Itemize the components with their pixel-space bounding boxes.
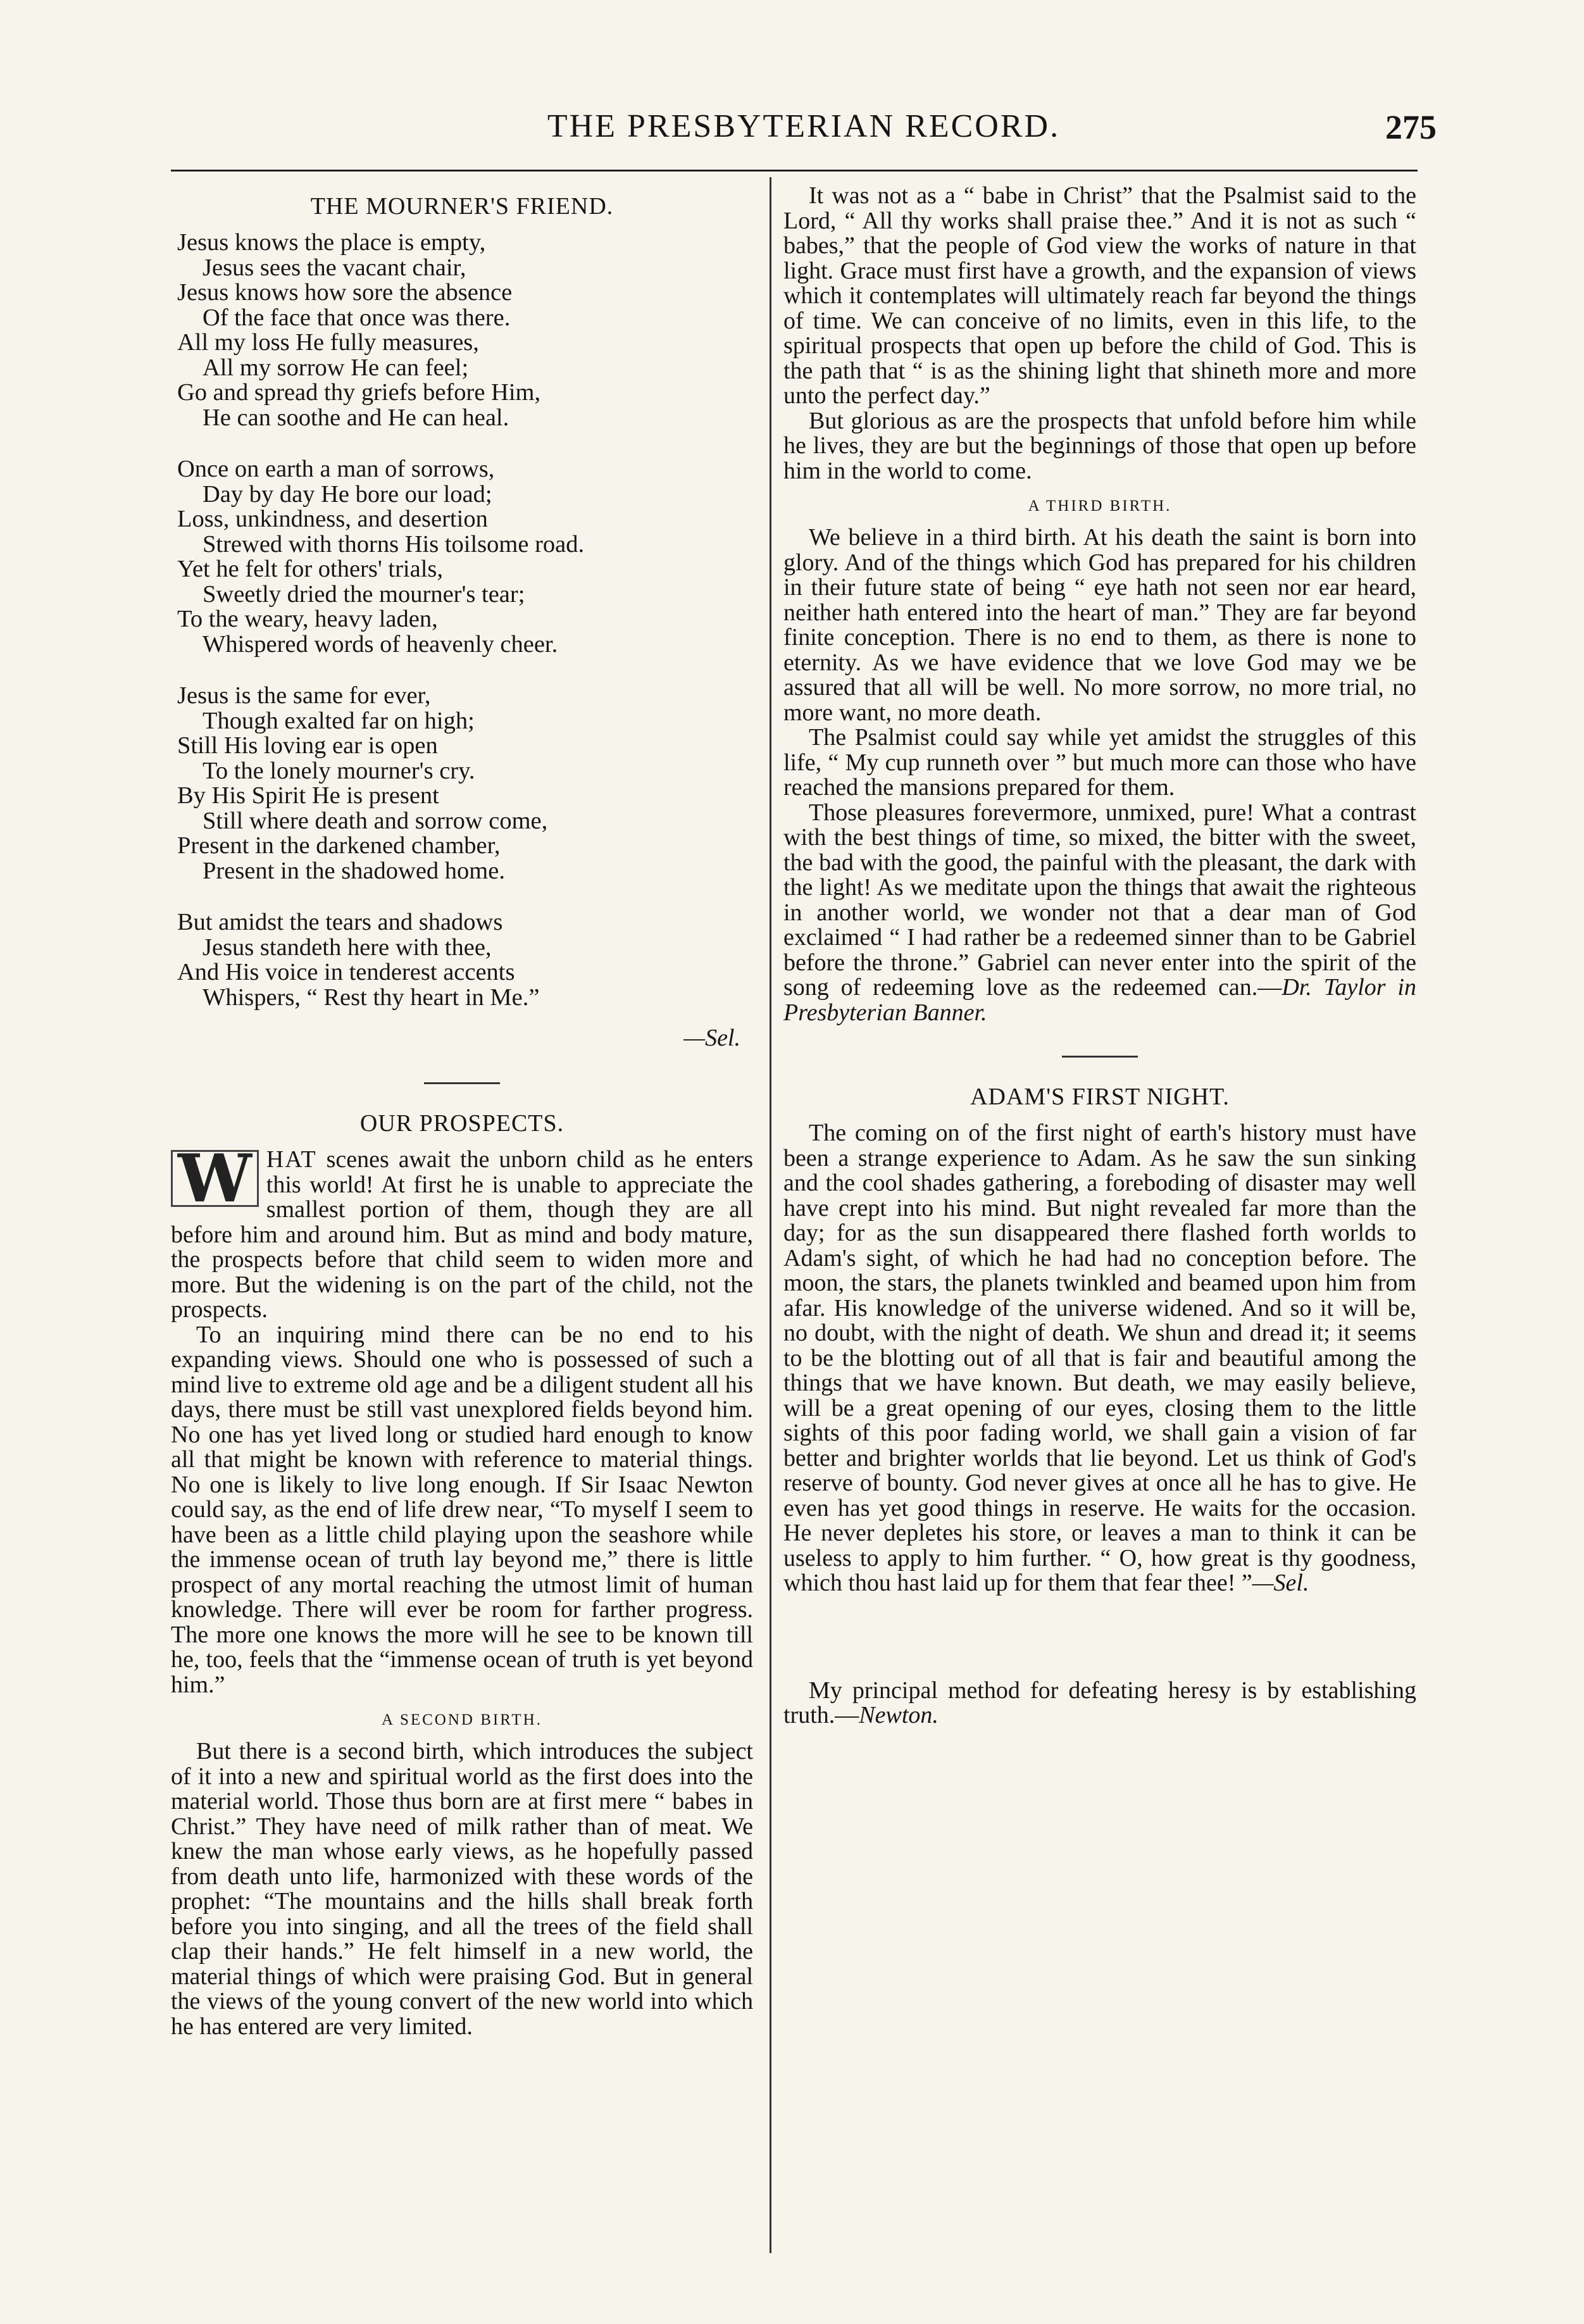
poem-line: Jesus knows the place is empty,	[177, 229, 486, 256]
closing-quote	[783, 1678, 1416, 1728]
source-credit: Newton.	[859, 1702, 939, 1728]
poem-line: Jesus standeth here with thee,	[203, 934, 492, 961]
header-rule	[171, 170, 1418, 172]
poem-title: THE MOURNER'S FRIEND.	[310, 193, 614, 220]
page-number: 275	[1385, 108, 1437, 146]
paragraph-text: scenes await the unborn child as he enters this world! At first he is unable to appreciate the smallest portion of them, though they are all before him and around him. But as mind and body mature, the prospects before that child seem to widen more and more. But the widening is on the part of the child, not the prospects.	[171, 1146, 753, 1323]
paragraph-text: My principal method for defeating heresy is by establishing truth.—	[783, 1677, 1416, 1728]
poem-line: To the lonely mourner's cry.	[203, 757, 475, 784]
source-credit: —Sel.	[1252, 1570, 1309, 1596]
stanza-4	[177, 910, 753, 1010]
article-paragraph	[171, 1139, 753, 1323]
article-paragraph: We believe in a third birth. At his death the saint is born into glory. And of the things which God has prepared for his children in their future state of being “ eye hath not seen nor ear heard, neither hath entered into the heart of man.” They are far beyond finite conception. There is no end to them, as there is none to eternity. As we have evidence that we love God may we be assured that all will be well. No more sorrow, no more trial, no more want, no more death.	[783, 524, 1416, 726]
poem-line: Jesus knows how sore the absence	[177, 279, 513, 306]
article-paragraph	[783, 1121, 1416, 1596]
stanza-2	[177, 457, 753, 657]
subheading: A SECOND BIRTH.	[382, 1711, 542, 1728]
poem-line: Once on earth a man of sorrows,	[177, 456, 495, 482]
poem	[177, 230, 753, 1010]
poem-line: Jesus sees the vacant chair,	[203, 254, 466, 281]
poem-line: He can soothe and He can heal.	[203, 404, 509, 431]
poem-line: All my sorrow He can feel;	[203, 354, 469, 381]
poem-line: Sweetly dried the mourner's tear;	[203, 580, 525, 608]
lead-word: HAT	[266, 1146, 317, 1173]
poem-line: But amidst the tears and shadows	[177, 909, 503, 935]
poem-line: Go and spread thy griefs before Him,	[177, 379, 541, 406]
poem-line: To the weary, heavy laden,	[177, 606, 438, 632]
poem-line: Whispered words of heavenly cheer.	[203, 630, 558, 658]
poem-line: Still His loving ear is open	[177, 732, 438, 759]
source-credit: Dr. Taylor in Presbyterian Banner.	[783, 974, 1416, 1026]
drop-cap: W	[171, 1150, 259, 1207]
stanza-1	[177, 230, 753, 430]
poem-line: Present in the darkened chamber,	[177, 832, 501, 859]
poem-line: All my loss He fully measures,	[177, 329, 479, 356]
paragraph-text: Those pleasures forevermore, unmixed, pure! What a contrast with the best things of time, so mixed, the bitter with the sweet, the bad with the good, the painful with the pleasant, the dark with the light! As we meditate upon the things that await the righteous in another world, we wonder not that a dear man of God exclaimed “ I had rather be a redeemed sinner than to be Gabriel before the throne.” Gabriel can never enter into the spirit of the song of redeeming love as the redeemed can.—	[783, 799, 1416, 1001]
poem-line: Still where death and sorrow come,	[203, 807, 548, 834]
poem-line: Loss, unkindness, and desertion	[177, 506, 488, 532]
poem-line: Yet he felt for others' trials,	[177, 556, 444, 582]
page-header	[171, 108, 1437, 158]
stanza-3	[177, 684, 753, 884]
article-paragraph: But glorious as are the prospects that unfold before him while he lives, they are but the beginnings of those that open up before him in the world to come.	[783, 407, 1416, 484]
section-rule	[1062, 1056, 1138, 1058]
right-column	[783, 184, 1416, 1728]
poem-line: Present in the shadowed home.	[203, 857, 505, 884]
article-title: OUR PROSPECTS.	[359, 1110, 564, 1137]
article-paragraph: It was not as a “ babe in Christ” that the Psalmist said to the Lord, “ All thy works shall praise thee.” And it is not as such “ babes,” that the people of God view the works of nature in that light. Grace must first have a growth, and the expansion of views which it contemplates will ultimately reach far beyond the things of time. We can conceive of no limits, even in this life, to the spiritual prospects that open up before the child of God. This is the path that “ is as the shining light that shineth more and more unto the perfect day.”	[783, 182, 1416, 409]
subheading: A THIRD BIRTH.	[1028, 497, 1172, 515]
poem-line: Strewed with thorns His toilsome road.	[203, 530, 585, 558]
section-rule	[424, 1082, 500, 1084]
article-paragraph: But there is a second birth, which introduces the subject of it into a new and spiritual world as the first does into the material world. Those thus born are at first mere “ babes in Christ.” They have need of milk rather than of meat. We knew the man whose early views, as he hopefully passed from death unto life, harmonized with these words of the prophet: “The mountains and the hills shall break forth before you into singing, and all the trees of the field shall clap their hands.” He felt himself in a new world, the material things of which were praising God. But in general the views of the young convert of the new world into which he has entered are very limited.	[171, 1738, 753, 2040]
poem-line: Day by day He bore our load;	[203, 480, 492, 508]
column-divider	[770, 177, 771, 2253]
poem-line: By His Spirit He is present	[177, 782, 439, 809]
poem-line: Though exalted far on high;	[203, 707, 475, 734]
poem-attribution: —Sel.	[683, 1025, 740, 1051]
poem-line: Jesus is the same for ever,	[177, 682, 431, 709]
article-paragraph	[783, 801, 1416, 1026]
running-head: THE PRESBYTERIAN RECORD.	[547, 108, 1061, 144]
poem-line: And His voice in tenderest accents	[177, 959, 515, 985]
article-paragraph: To an inquiring mind there can be no end to his expanding views. Should one who is possessed of such a mind live to extreme old age and be a diligent student all his days, there must be still vast unexplored fields beyond him. No one has yet lived long or studied hard enough to know all that might be known with reference to material things. No one is likely to live long enough. If Sir Isaac Newton could say, as the end of life drew near, “To myself I seem to have been as a little child playing upon the seashore while the immense ocean of truth lay beyond me,” there is little prospect of any mortal reaching the utmost limit of human knowledge. There will ever be room for farther progress. The more one knows the more will he see to be known till he, too, feels that the “immense ocean of truth is yet beyond him.”	[171, 1321, 753, 1698]
article-paragraph: The Psalmist could say while yet amidst the struggles of this life, “ My cup runneth over ” but much more can those who have reached the mansions prepared for them.	[783, 724, 1416, 801]
article-title: ADAM'S FIRST NIGHT.	[970, 1084, 1230, 1110]
poem-line: Of the face that once was there.	[203, 304, 511, 331]
left-column	[171, 184, 753, 2039]
poem-line: Whispers, “ Rest thy heart in Me.”	[203, 984, 540, 1011]
paragraph-text: The coming on of the first night of earth's history must have been a strange experience to Adam. As he saw the sun sinking and the cool shades gathering, a foreboding of disaster may well have crept into his mind. But night revealed far more than the day; for as the sun disappeared there flashed forth worlds to Adam's sight, of which he had had no conception before. The moon, the stars, the planets twinkled and beamed upon him from afar. His knowledge of the universe widened. And so it will be, no doubt, with the night of death. We shun and dread it; it seems to be the blotting out of all that is fair and beautiful among the things that we have known. But death, we may easily believe, will be a great opening of our eyes, closing them to the little sights of this poor fading world, we shall gain a vision of far better and brighter worlds that lie beyond. Let us think of God's reserve of bounty. God never gives at once all he has to give. He even has yet good things in reserve. He waits for the occasion. He never depletes his store, or leaves a man to think it can be useless to apply to him further. “ O, how great is thy goodness, which thou hast laid up for them that fear thee! ”	[783, 1120, 1416, 1596]
